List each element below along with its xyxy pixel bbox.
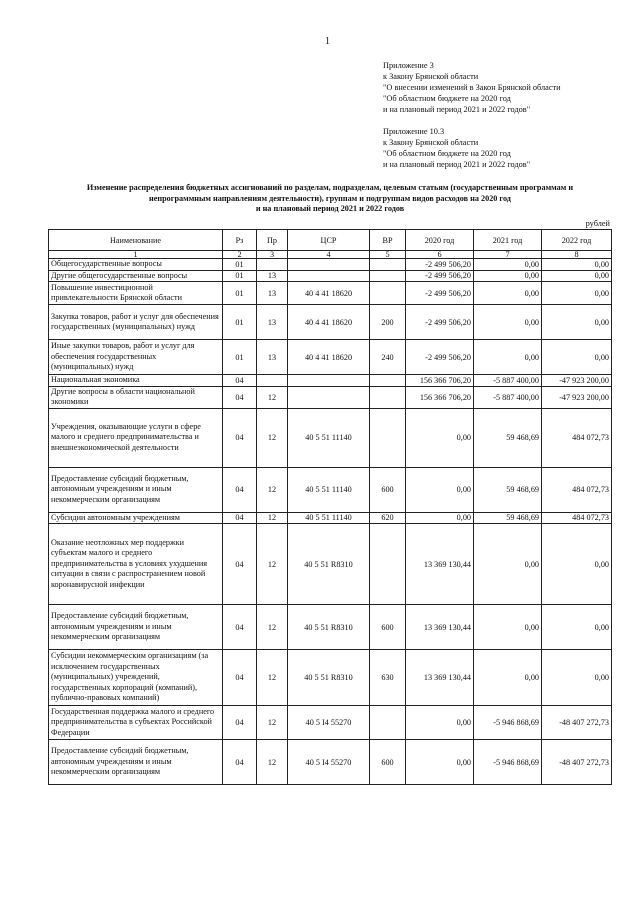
cell-rz: 04 [223,706,257,740]
cell-rz: 01 [223,340,257,375]
table-row [49,270,612,282]
cell-rz: 01 [223,282,257,305]
cell-csr: 40 5 51 R8310 [288,605,370,650]
cell-y2021: 59 468,69 [474,408,542,467]
appendix-10-3-line: Приложение 10.3 [383,127,445,136]
cell-name: Другие общегосударственные вопросы [49,270,223,282]
cell-y2022: 0,00 [542,524,612,605]
cell-y2021: 0,00 [474,650,542,706]
cell-pr: 13 [257,270,288,282]
table-row [49,524,612,605]
cell-pr: 12 [257,650,288,706]
cell-y2022: 0,00 [542,340,612,375]
cell-y2020: 13 369 130,44 [406,524,474,605]
cell-pr: 12 [257,706,288,740]
cell-vr: 620 [370,512,406,524]
cell-y2021: 0,00 [474,270,542,282]
cell-y2021: 0,00 [474,282,542,305]
appendix-10-3-block [383,126,530,170]
cell-pr: 12 [257,386,288,408]
cell-name: Национальная экономика [49,375,223,387]
header-vr: ВР [370,230,406,251]
column-number: 7 [474,251,542,259]
cell-vr [370,408,406,467]
cell-rz: 04 [223,512,257,524]
cell-csr: 40 5 51 11140 [288,408,370,467]
cell-rz: 04 [223,386,257,408]
cell-name: Предоставление субсидий бюджетным, автономным учреждениям и иным некоммерческим организациям [49,467,223,512]
cell-y2022: -48 407 272,73 [542,706,612,740]
cell-y2021: 0,00 [474,605,542,650]
cell-name: Государственная поддержка малого и среднего предпринимательства в субъектах Российской Федерации [49,706,223,740]
cell-y2021: 0,00 [474,340,542,375]
cell-y2020: 0,00 [406,740,474,785]
table-row [49,706,612,740]
cell-rz: 04 [223,740,257,785]
column-number: 1 [49,251,223,259]
cell-csr: 40 5 51 R8310 [288,524,370,605]
cell-y2020: 0,00 [406,467,474,512]
cell-y2022: 0,00 [542,650,612,706]
cell-y2021: 0,00 [474,259,542,271]
document-title [40,183,620,215]
cell-y2020: 13 369 130,44 [406,650,474,706]
cell-y2022: -47 923 200,00 [542,386,612,408]
column-number: 4 [288,251,370,259]
page-number: 1 [325,36,330,47]
column-number: 6 [406,251,474,259]
cell-y2021: 59 468,69 [474,512,542,524]
cell-pr: 13 [257,305,288,340]
cell-rz: 04 [223,650,257,706]
appendix-3-line: "Об областном бюджете на 2020 год [383,94,511,103]
table-row [49,375,612,387]
column-number: 8 [542,251,612,259]
cell-csr: 40 5 51 R8310 [288,650,370,706]
cell-pr: 12 [257,605,288,650]
cell-y2021: -5 887 400,00 [474,375,542,387]
cell-csr [288,375,370,387]
cell-pr: 12 [257,467,288,512]
cell-y2021: 59 468,69 [474,467,542,512]
cell-y2020: 13 369 130,44 [406,605,474,650]
cell-vr [370,282,406,305]
cell-y2020: -2 499 506,20 [406,305,474,340]
column-number: 5 [370,251,406,259]
column-number-row [49,251,612,259]
cell-y2022: -48 407 272,73 [542,740,612,785]
cell-pr: 12 [257,408,288,467]
table-row [49,605,612,650]
appendix-10-3-line: "Об областном бюджете на 2020 год [383,149,511,158]
cell-rz: 01 [223,270,257,282]
cell-y2020: -2 499 506,20 [406,259,474,271]
appendix-3-line: и на плановый период 2021 и 2022 годов" [383,105,531,114]
cell-y2020: 0,00 [406,408,474,467]
cell-y2022: 0,00 [542,605,612,650]
table-row [49,305,612,340]
cell-name: Иные закупки товаров, работ и услуг для обеспечения государственных (муниципальных) нужд [49,340,223,375]
cell-name: Оказание неотложных мер поддержки субъектам малого и среднего предпринимательства в условиях ухудшения ситуации в связи с распространением новой коронавирусной инфекции [49,524,223,605]
cell-pr: 12 [257,512,288,524]
cell-y2020: 156 366 706,20 [406,375,474,387]
cell-name: Субсидии некоммерческим организациям (за исключением государственных (муниципальных) учреждений, государственных корпораций (компаний), публично-правовых компаний) [49,650,223,706]
cell-rz: 04 [223,375,257,387]
table-row [49,512,612,524]
budget-table [48,229,612,785]
cell-y2020: -2 499 506,20 [406,340,474,375]
cell-y2020: 0,00 [406,706,474,740]
cell-name: Учреждения, оказывающие услуги в сфере малого и среднего предпринимательства и внешнеэкономической деятельности [49,408,223,467]
title-line: Изменение распределения бюджетных ассигнований по разделам, подразделам, целевым статьям (государственным программам и [86,183,574,192]
table-row [49,340,612,375]
appendix-3-line: Приложение 3 [383,61,434,70]
header-rz: Рз [223,230,257,251]
cell-pr [257,375,288,387]
cell-name: Предоставление субсидий бюджетным, автономным учреждениям и иным некоммерческим организациям [49,740,223,785]
cell-y2021: 0,00 [474,305,542,340]
cell-csr [288,259,370,271]
appendix-10-3-line: к Закону Брянской области [383,138,479,147]
cell-name: Повышение инвестиционной привлекательности Брянской области [49,282,223,305]
header-row [49,230,612,251]
cell-csr: 40 4 41 18620 [288,305,370,340]
table-row [49,282,612,305]
cell-y2022: 0,00 [542,305,612,340]
table-row [49,408,612,467]
cell-y2022: 0,00 [542,282,612,305]
cell-rz: 04 [223,467,257,512]
cell-vr [370,259,406,271]
cell-vr [370,270,406,282]
column-number: 3 [257,251,288,259]
cell-csr: 40 5 51 11140 [288,467,370,512]
cell-y2020: 156 366 706,20 [406,386,474,408]
cell-csr [288,386,370,408]
cell-name: Другие вопросы в области национальной экономики [49,386,223,408]
cell-vr: 240 [370,340,406,375]
cell-csr: 40 5 I4 55270 [288,740,370,785]
cell-vr [370,706,406,740]
cell-pr [257,259,288,271]
table-row [49,740,612,785]
appendix-10-3-line: и на плановый период 2021 и 2022 годов" [383,160,531,169]
cell-rz: 04 [223,605,257,650]
appendix-3-line: "О внесении изменений в Закон Брянской области [383,83,561,92]
cell-pr: 12 [257,524,288,605]
cell-y2021: 0,00 [474,524,542,605]
cell-name: Предоставление субсидий бюджетным, автономным учреждениям и иным некоммерческим организациям [49,605,223,650]
cell-y2022: -47 923 200,00 [542,375,612,387]
cell-y2022: 0,00 [542,259,612,271]
table-body [49,259,612,785]
cell-vr: 630 [370,650,406,706]
cell-pr: 13 [257,340,288,375]
cell-name: Закупка товаров, работ и услуг для обеспечения государственных (муниципальных) нужд [49,305,223,340]
cell-vr: 600 [370,740,406,785]
cell-y2021: -5 946 868,69 [474,740,542,785]
appendix-3-line: к Закону Брянской области [383,72,479,81]
header-2021: 2021 год [474,230,542,251]
cell-y2022: 484 072,73 [542,408,612,467]
header-2020: 2020 год [406,230,474,251]
cell-y2020: 0,00 [406,512,474,524]
cell-vr: 200 [370,305,406,340]
table-row [49,386,612,408]
units-label: рублей [585,219,610,228]
cell-vr [370,375,406,387]
cell-y2022: 484 072,73 [542,467,612,512]
appendix-3-block [383,60,561,115]
header-pr: Пр [257,230,288,251]
table-row [49,259,612,271]
cell-rz: 04 [223,408,257,467]
column-number: 2 [223,251,257,259]
cell-vr [370,386,406,408]
cell-csr: 40 4 41 18620 [288,340,370,375]
cell-y2020: -2 499 506,20 [406,270,474,282]
cell-pr: 13 [257,282,288,305]
title-line: непрограммным направлениям деятельности), группам и подгруппам видов расходов на 2020 год [149,193,511,203]
cell-y2021: -5 946 868,69 [474,706,542,740]
title-line: и на плановый период 2021 и 2022 годов [255,204,405,213]
cell-pr: 12 [257,740,288,785]
cell-csr [288,270,370,282]
cell-vr [370,524,406,605]
table-row [49,467,612,512]
cell-name: Субсидии автономным учреждениям [49,512,223,524]
cell-vr: 600 [370,467,406,512]
table-row [49,650,612,706]
cell-y2022: 484 072,73 [542,512,612,524]
cell-vr: 600 [370,605,406,650]
cell-y2022: 0,00 [542,270,612,282]
cell-name: Общегосударственные вопросы [49,259,223,271]
cell-rz: 04 [223,524,257,605]
cell-rz: 01 [223,305,257,340]
cell-csr: 40 5 51 11140 [288,512,370,524]
cell-y2021: -5 887 400,00 [474,386,542,408]
header-2022: 2022 год [542,230,612,251]
cell-csr: 40 5 I4 55270 [288,706,370,740]
cell-rz: 01 [223,259,257,271]
header-name: Наименование [49,230,223,251]
cell-csr: 40 4 41 18620 [288,282,370,305]
header-csr: ЦСР [288,230,370,251]
cell-y2020: -2 499 506,20 [406,282,474,305]
